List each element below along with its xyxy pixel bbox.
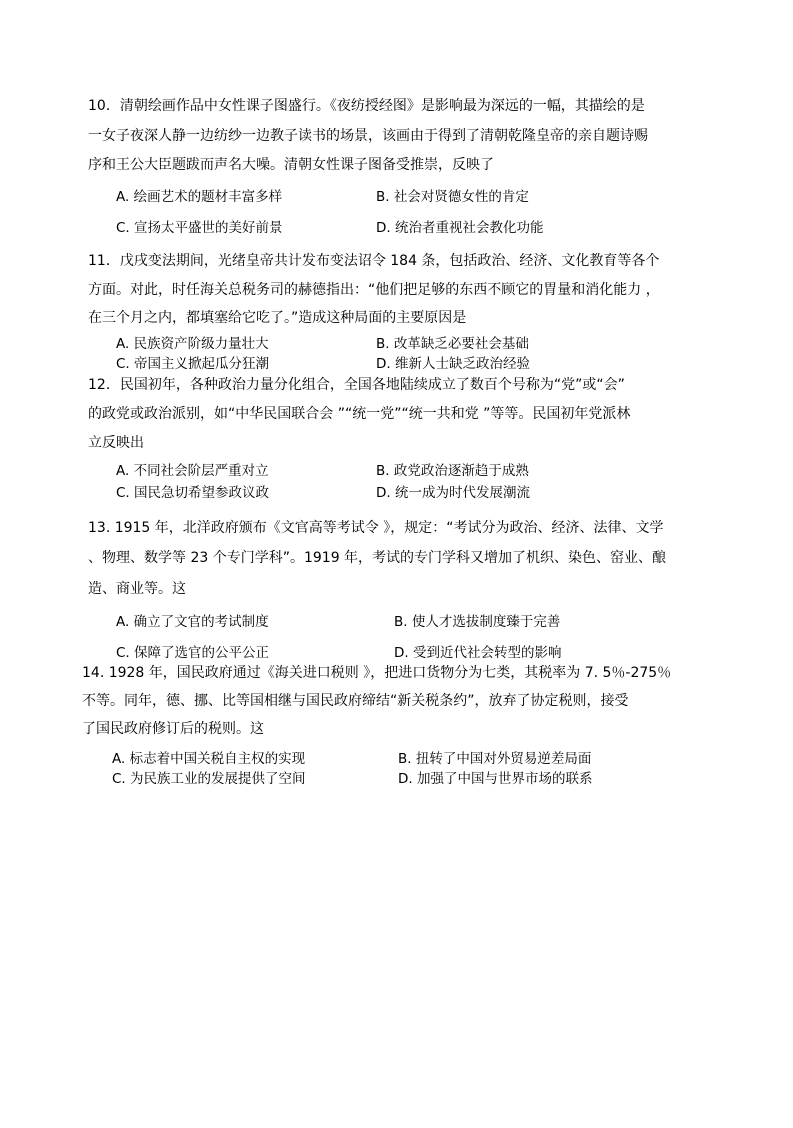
option-b: B. 扭转了中国对外贸易逆差局面 <box>398 751 592 767</box>
question-stem-line: 11．戊戌变法期间，光绪皇帝共计发布变法诏令 184 条，包括政治、经济、文化教育等各个 <box>88 253 660 269</box>
question-stem-line: 14. 1928 年，国民政府通过《海关进口税则 》，把进口货物分为七类，其税率为 7. 5％-275％ <box>82 665 672 681</box>
question-stem-line: 10．清朝绘画作品中女性课子图盛行。《夜纺授经图》是影响最为深远的一幅，其描绘的是 <box>88 98 645 114</box>
option-c: C. 帝国主义掀起瓜分狂潮 <box>116 356 270 372</box>
option-d: D. 维新人士缺乏政治经验 <box>376 356 530 372</box>
option-b: B. 政党政治逐渐趋于成熟 <box>376 463 529 479</box>
question-stem-line: 方面。对此，时任海关总税务司的赫德指出：“他们把足够的东西不顾它的胃量和消化能力 ， <box>88 282 660 298</box>
option-b: B. 改革缺乏必要社会基础 <box>376 336 529 352</box>
option-b: B. 使人才选拔制度臻于完善 <box>394 614 561 630</box>
question-stem-line: 一女子夜深人静一边纺纱一边教子读书的场景，该画由于得到了清朝乾隆皇帝的亲自题诗赐 <box>88 128 648 144</box>
question-stem-line: 在三个月之内，都填塞给它吃了。”造成这种局面的主要原因是 <box>88 310 467 326</box>
question-stem-line: 了国民政府修订后的税则。这 <box>82 721 264 737</box>
option-c: C. 为民族工业的发展提供了空间 <box>112 771 306 787</box>
option-d: D. 统治者重视社会教化功能 <box>376 220 544 236</box>
question-stem-line: 不等。同年，德、挪、比等国相继与国民政府缔结“新关税条约”，放弃了协定税则，接受 <box>82 693 629 709</box>
question-stem-line: 的政党或政治派别，如“中华民国联合会 ”“统一党”“统一共和党 ”等等。民国初年党派林 <box>88 406 631 422</box>
option-a: A. 民族资产阶级力量壮大 <box>116 336 269 352</box>
option-b: B. 社会对贤德女性的肯定 <box>376 189 529 205</box>
question-stem-line: 立反映出 <box>88 435 144 451</box>
option-a: A. 绘画艺术的题材丰富多样 <box>116 189 283 205</box>
option-a: A. 不同社会阶层严重对立 <box>116 463 269 479</box>
question-stem-line: 、物理、数学等 23 个专门学科”。1919 年，考试的专门学科又增加了机织、染色、窑业、酿 <box>88 550 667 566</box>
question-stem-line: 13. 1915 年，北洋政府颁布《文官高等考试令 》，规定：“考试分为政治、经济、法律、文学 <box>88 520 664 536</box>
option-a: A. 标志着中国关税自主权的实现 <box>112 751 306 767</box>
option-c: C. 保障了选官的公平公正 <box>116 645 270 661</box>
option-d: D. 受到近代社会转型的影响 <box>394 645 562 661</box>
question-stem-line: 12．民国初年，各种政治力量分化组合，全国各地陆续成立了数百个号称为“党”或“会” <box>88 377 625 393</box>
question-stem-line: 造、商业等。这 <box>88 581 186 597</box>
option-a: A. 确立了文官的考试制度 <box>116 614 269 630</box>
option-d: D. 统一成为时代发展潮流 <box>376 485 530 501</box>
option-c: C. 国民急切希望参政议政 <box>116 485 270 501</box>
option-d: D. 加强了中国与世界市场的联系 <box>398 771 593 787</box>
question-stem-line: 序和王公大臣题跋而声名大噪。清朝女性课子图备受推崇，反映了 <box>88 157 494 173</box>
option-c: C. 宣扬太平盛世的美好前景 <box>116 220 283 236</box>
